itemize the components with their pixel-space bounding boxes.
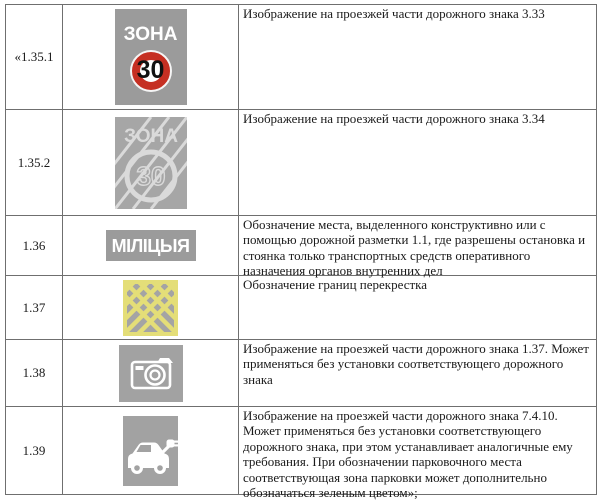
sign-cell xyxy=(63,110,239,215)
marking-description: Обозначение границ перекрестка xyxy=(243,277,428,292)
zone-speed-limit-30-sign xyxy=(115,9,187,105)
marking-code: «1.35.1 xyxy=(6,5,63,109)
sign-cell xyxy=(63,5,239,109)
table-row xyxy=(6,407,596,501)
table-row xyxy=(6,276,596,340)
electric-vehicle-charging-marking xyxy=(123,416,178,486)
table-row xyxy=(6,110,596,216)
marking-description: Изображение на проезжей части дорожного знака 3.34 xyxy=(243,111,545,126)
photo-camera-marking xyxy=(119,345,183,402)
speed-limit-outline-value: 30 xyxy=(136,160,165,191)
table-row xyxy=(6,216,596,279)
sign-cell xyxy=(63,407,239,494)
speed-limit-circle xyxy=(132,52,170,90)
zone-speed-limit-30-end-sign xyxy=(115,117,187,209)
militia-parking-marking xyxy=(106,230,196,261)
sign-cell xyxy=(63,276,239,339)
zone-label: ЗОНА xyxy=(123,23,178,45)
marking-code: 1.38 xyxy=(6,340,63,406)
marking-code: 1.35.2 xyxy=(6,110,63,215)
table-row xyxy=(6,340,596,407)
marking-description: Обозначение места, выделенного конструктивно или с помощью дорожной разметки 1.1, где разрешены остановка и стоянка только транспортных средств оперативного назначения органов внутренних дел xyxy=(243,217,586,279)
marking-description: Изображение на проезжей части дорожного знака 7.4.10. Может применяться без установки соответствующего дорожного знака, при этом устанавливает аналогичные ему требования. При обозначении парковочного места соответствующая зона парковки может дополнительно обозначаться зеленым цветом»; xyxy=(243,408,573,501)
intersection-crosshatch-marking xyxy=(123,280,178,336)
marking-description: Изображение на проезжей части дорожного знака 3.33 xyxy=(243,6,545,21)
sign-cell xyxy=(63,340,239,406)
marking-description: Изображение на проезжей части дорожного знака 1.37. Может применяться без установки соответствующего дорожного знака xyxy=(243,341,589,387)
marking-code: 1.37 xyxy=(6,276,63,339)
militia-label: МІЛІЦЫЯ xyxy=(111,235,190,256)
speed-limit-value: 30 xyxy=(136,56,165,84)
marking-code: 1.36 xyxy=(6,216,63,275)
table-row xyxy=(6,5,596,110)
marking-code: 1.39 xyxy=(6,407,63,494)
sign-cell xyxy=(63,216,239,275)
road-markings-table xyxy=(5,4,597,501)
zone-label: ЗОНА xyxy=(123,125,178,147)
